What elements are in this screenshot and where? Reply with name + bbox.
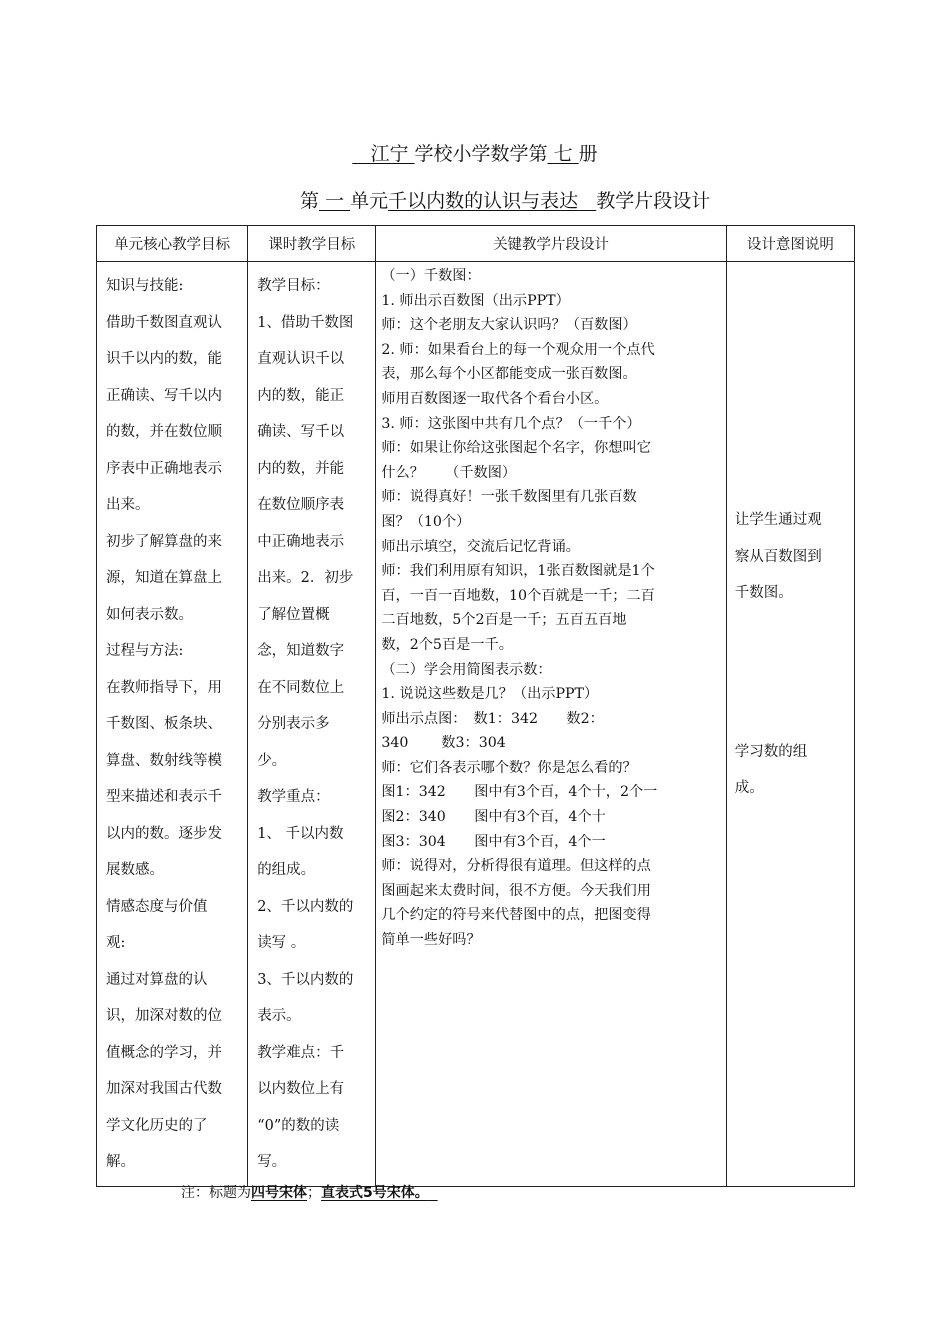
segment-line: 几个约定的符号来代替图中的点，把图变得	[381, 907, 651, 924]
segment-line: 百，一百一百地数，10个百就是一千；二百	[381, 587, 655, 604]
lesson-goals-cell	[248, 262, 376, 1187]
header-unit-goals: 单元核心教学目标	[97, 226, 248, 262]
segment-line: 3. 师：这张图中共有几个点？（一千个）	[381, 415, 641, 432]
lesson-goal-line: 在不同数位上	[257, 679, 345, 696]
unit-goal-line: 值概念的学习，并	[106, 1044, 222, 1061]
unit-goal-line: 如何表示数。	[106, 606, 193, 623]
segment-line: 什么？ （千数图）	[381, 464, 517, 481]
lesson-goal-line: 表示。	[257, 1008, 301, 1024]
unit-goal-line: 出来。	[106, 497, 150, 513]
unit-goals-text	[97, 262, 247, 1181]
unit-goal-line: 初步了解算盘的来	[106, 533, 222, 550]
segment-line: 图画起来太费时间，很不方便。今天我们用	[381, 882, 651, 899]
lesson-goals-text	[248, 262, 375, 1181]
lesson-goal-line: 教学难点：千	[257, 1044, 345, 1061]
unit-goal-line: 知识与技能:	[106, 278, 184, 294]
segment-line: 师用百数图逐一取代各个看台小区。	[381, 390, 609, 407]
note-bold-2: 直表式5号宋体。	[321, 1185, 429, 1201]
title-line-1	[0, 139, 950, 166]
lesson-goal-line: 了解位置概	[257, 606, 330, 623]
lesson-goal-line: 以内数位上有	[257, 1081, 345, 1097]
segment-line: （二）学会用简图表示数：	[381, 661, 552, 678]
lesson-design-table	[96, 225, 855, 1187]
title-text: 教学片段设计	[596, 190, 711, 212]
note-prefix: 注：标题为	[181, 1185, 251, 1201]
unit-goal-line: 正确读、写千以内	[106, 387, 222, 404]
unit-goal-line: 解。	[106, 1154, 135, 1170]
lesson-goal-line: 1、借助千数图	[257, 314, 354, 331]
unit-goal-line: 借助千数图直观认	[106, 314, 222, 331]
footnote	[181, 1182, 438, 1202]
unit-goal-line: 过程与方法:	[106, 643, 184, 659]
segment-line: 师：如果让你给这张图起个名字，你想叫它	[381, 440, 651, 457]
lesson-goal-line: 教学目标：	[257, 278, 330, 294]
unit-goal-line: 观:	[106, 935, 126, 951]
segment-line: 340 数3：304	[381, 735, 506, 752]
unit-goals-cell	[97, 262, 248, 1187]
intent-block-1	[735, 502, 846, 612]
segment-line: 师：说得对，分析得很有道理。但这样的点	[381, 858, 651, 875]
lesson-goal-line: 少。	[257, 752, 287, 769]
topic-blank: 千以内数的认识与表达	[388, 190, 579, 212]
header-design-intent: 设计意图说明	[726, 226, 854, 262]
title-text: 册	[578, 143, 598, 165]
segment-line: 二百地数，5个2百是一千；五百五百地	[381, 612, 627, 629]
unit-goal-line: 的数，并在数位顺	[106, 424, 222, 440]
unit-goal-line: 序表中正确地表示	[106, 460, 222, 477]
unit-goal-line: 识，加深对数的位	[106, 1008, 222, 1024]
lesson-goal-line: 内的数，并能	[257, 460, 345, 477]
school-blank: 江宁	[370, 143, 409, 165]
intent-line: 让学生通过观	[734, 512, 822, 528]
table-body-row	[97, 262, 855, 1187]
segment-line: 2. 师：如果看台上的每一个观众用一个点代	[381, 341, 655, 358]
segment-line: 简单一些好吗？	[381, 932, 481, 949]
lesson-goal-line: 的组成。	[257, 862, 316, 878]
unit-goal-line: 通过对算盘的认	[106, 971, 208, 988]
title-text: 第	[300, 190, 320, 212]
segment-line: （一）千数图：	[381, 268, 481, 284]
lesson-goal-line: 在数位顺序表	[257, 497, 345, 513]
title-text: 单元	[350, 190, 389, 212]
lesson-goal-line: 念，知道数字	[257, 643, 345, 659]
segment-line: 表，那么每个小区都能变成一张百数图。	[381, 366, 637, 383]
intent-line: 察从百数图到	[734, 548, 822, 565]
header-lesson-goals: 课时教学目标	[248, 226, 376, 262]
note-bold-1: 四号宋体	[251, 1185, 307, 1201]
key-segments-cell	[376, 262, 726, 1187]
segment-line: 1. 说说这些数是几？（出示PPT）	[381, 686, 599, 703]
lesson-goal-line: 3、千以内数的	[257, 971, 354, 988]
unit-goal-line: 源，知道在算盘上	[106, 570, 222, 586]
key-segments-text	[376, 262, 725, 953]
title-line-2	[300, 186, 710, 213]
segment-line: 师：这个老朋友大家认识吗？（百数图）	[381, 317, 637, 334]
lesson-goal-line: 内的数，能正	[257, 387, 345, 404]
lesson-goal-line: 读写 。	[257, 935, 306, 951]
segment-line: 师出示填空，交流后记忆背诵。	[381, 538, 580, 555]
unit-goal-line: 型来描述和表示千	[106, 789, 222, 805]
segment-line: 图？（10个）	[381, 513, 471, 530]
header-key-segments: 关键教学片段设计	[376, 226, 726, 262]
lesson-goal-line: 写。	[257, 1154, 287, 1170]
segment-line: 图3：304 图中有3个百，4个一	[381, 833, 606, 850]
segment-line: 图1：342 图中有3个百，4个十，2个一	[381, 784, 658, 801]
note-sep: ；	[307, 1185, 321, 1201]
lesson-goal-line: 1、 千以内数	[257, 825, 344, 842]
intent-block-2	[735, 734, 846, 807]
table-header-row	[97, 226, 855, 262]
segment-line: 图2：340 图中有3个百，4个十	[381, 809, 606, 826]
segment-line: 师：我们利用原有知识，1张百数图就是1个	[381, 563, 655, 580]
intent-line: 成。	[734, 780, 764, 796]
lesson-goal-line: 直观认识千以	[257, 351, 345, 367]
unit-goal-line: 情感态度与价值	[106, 898, 208, 915]
volume-blank: 七	[553, 143, 573, 165]
unit-goal-line: 识千以内的数，能	[106, 351, 222, 367]
segment-line: 数，2个5百是一千。	[381, 636, 513, 653]
lesson-goal-line: 2、千以内数的	[257, 898, 354, 915]
intent-line: 千数图。	[734, 585, 793, 601]
title-text: 学校小学数学第	[414, 143, 548, 165]
unit-goal-line: 以内的数。逐步发	[106, 825, 222, 842]
design-intent-text	[727, 502, 854, 807]
lesson-goal-line: 确读、写千以	[257, 424, 345, 440]
unit-goal-line: 千数图、板条块、	[106, 716, 222, 732]
lesson-goal-line: 中正确地表示	[257, 533, 345, 550]
segment-line: 1. 师出示百数图（出示PPT）	[381, 292, 570, 309]
unit-goal-line: 学文化历史的了	[106, 1117, 208, 1134]
unit-blank: 一	[325, 190, 345, 212]
design-intent-cell	[726, 262, 854, 1187]
lesson-goal-line: “0”的数的读	[257, 1117, 340, 1134]
unit-goal-line: 展数感。	[106, 862, 164, 878]
segment-line: 师：它们各表示哪个数？你是怎么看的？	[381, 759, 637, 776]
unit-goal-line: 在教师指导下，用	[106, 679, 222, 696]
segment-line: 师：说得真好！一张千数图里有几张百数	[381, 489, 637, 506]
unit-goal-line: 算盘、数射线等模	[106, 752, 222, 769]
lesson-goal-line: 分别表示多	[257, 716, 330, 732]
segment-line: 师出示点图： 数1：342 数2：	[381, 710, 604, 727]
intent-line: 学习数的组	[734, 743, 808, 760]
lesson-goal-line: 出来。2．初步	[257, 570, 354, 586]
lesson-goal-line: 教学重点：	[257, 789, 330, 805]
unit-goal-line: 加深对我国古代数	[106, 1081, 222, 1097]
